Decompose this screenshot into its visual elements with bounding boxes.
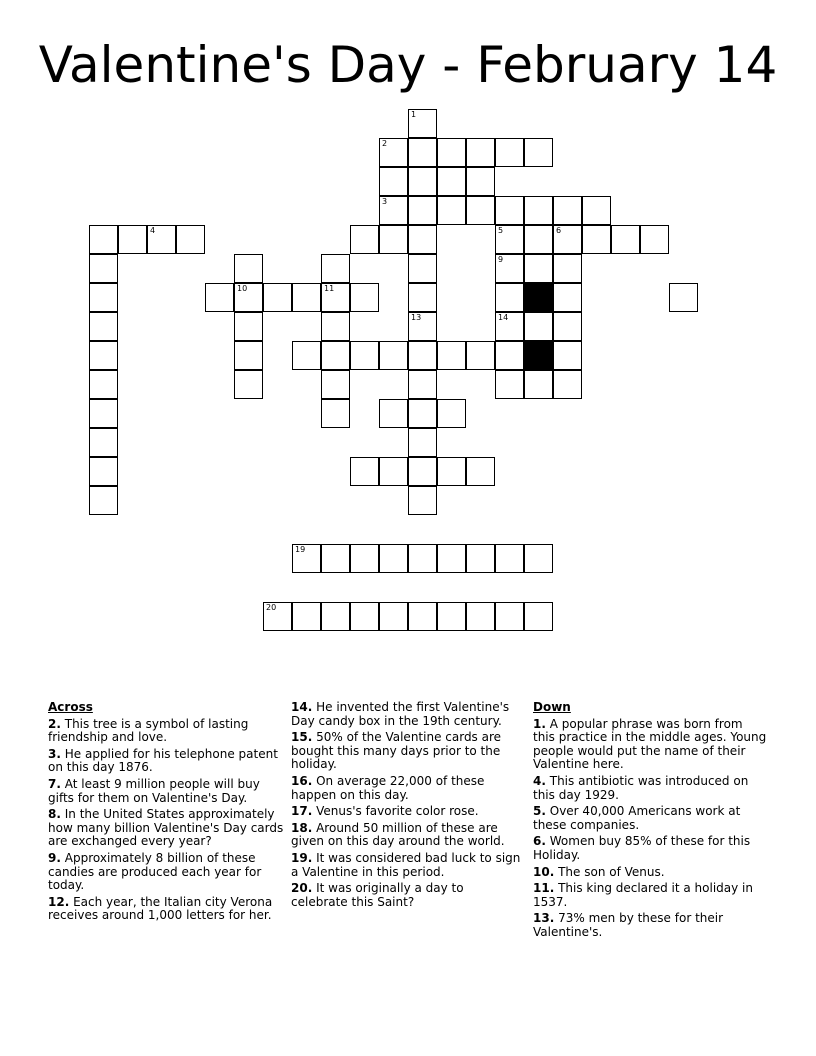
grid-cell[interactable] xyxy=(553,225,582,254)
grid-cell[interactable] xyxy=(408,225,437,254)
grid-cell[interactable] xyxy=(234,341,263,370)
grid-cell[interactable] xyxy=(495,544,524,573)
grid-cell[interactable] xyxy=(437,196,466,225)
clues-column-3 xyxy=(533,701,768,943)
grid-cell[interactable] xyxy=(524,312,553,341)
grid-cell[interactable] xyxy=(408,109,437,138)
grid-cell[interactable] xyxy=(408,486,437,515)
clue-across-3: 3. He applied for his telephone patent on this day 1876. xyxy=(48,746,278,775)
grid-cell[interactable] xyxy=(89,486,118,515)
grid-cell[interactable] xyxy=(408,138,437,167)
grid-cell[interactable] xyxy=(408,341,437,370)
grid-cell[interactable] xyxy=(524,225,553,254)
clue-number: 2 xyxy=(382,139,388,148)
grid-cell[interactable] xyxy=(524,254,553,283)
grid-cell[interactable] xyxy=(292,283,321,312)
clue-down-1: 1. A popular phrase was born from this practice in the middle ages. Young people would put the name of their Valentine here. xyxy=(533,716,767,772)
clue-across-12: 12. Each year, the Italian city Verona receives around 1,000 letters for her. xyxy=(48,894,273,923)
grid-cell[interactable] xyxy=(89,312,118,341)
grid-cell[interactable] xyxy=(350,602,379,631)
clue-number: 9 xyxy=(498,255,504,264)
grid-cell[interactable] xyxy=(321,370,350,399)
grid-cell[interactable] xyxy=(553,341,582,370)
grid-cell[interactable] xyxy=(466,167,495,196)
grid-cell[interactable] xyxy=(321,341,350,370)
grid-cell[interactable] xyxy=(582,225,611,254)
clue-down-4: 4. This antibiotic was introduced on this day 1929. xyxy=(533,773,749,802)
clue-across-17: 17. Venus's favorite color rose. xyxy=(291,804,479,819)
grid-cell[interactable] xyxy=(89,370,118,399)
grid-cell[interactable] xyxy=(408,602,437,631)
grid-cell[interactable] xyxy=(379,399,408,428)
clues-column-1 xyxy=(48,701,284,926)
grid-cell[interactable] xyxy=(437,544,466,573)
grid-cell[interactable] xyxy=(437,138,466,167)
grid-cell[interactable] xyxy=(408,312,437,341)
grid-cell[interactable] xyxy=(292,341,321,370)
clue-number: 19 xyxy=(295,545,306,554)
clue-number: 10 xyxy=(237,284,248,293)
grid-cell[interactable] xyxy=(89,428,118,457)
grid-cell[interactable] xyxy=(408,283,437,312)
grid-cell[interactable] xyxy=(495,341,524,370)
clue-across-20: 20. It was originally a day to celebrate this Saint? xyxy=(291,881,464,909)
clue-number: 13 xyxy=(411,313,422,322)
grid-cell[interactable] xyxy=(147,225,176,254)
clue-across-18: 18. Around 50 million of these are given on this day around the world. xyxy=(291,820,505,849)
clue-number: 20 xyxy=(266,603,277,612)
clue-down-11: 11. This king declared it a holiday in 1537. xyxy=(533,881,753,909)
grid-cell[interactable] xyxy=(466,602,495,631)
grid-cell[interactable] xyxy=(89,399,118,428)
clue-number: 14 xyxy=(498,313,509,322)
grid-cell[interactable] xyxy=(582,196,611,225)
grid-cell[interactable] xyxy=(379,196,408,225)
grid-cell[interactable] xyxy=(524,370,553,399)
grid-cell[interactable] xyxy=(408,457,437,486)
grid-cell[interactable] xyxy=(466,457,495,486)
grid-cell[interactable] xyxy=(350,283,379,312)
grid-cell[interactable] xyxy=(118,225,147,254)
grid-cell[interactable] xyxy=(379,138,408,167)
grid-cell[interactable] xyxy=(495,138,524,167)
grid-cell[interactable] xyxy=(321,254,350,283)
grid-cell-blocked xyxy=(524,283,553,312)
grid-cell[interactable] xyxy=(437,457,466,486)
grid-cell[interactable] xyxy=(553,196,582,225)
grid-cell[interactable] xyxy=(379,341,408,370)
grid-cell[interactable] xyxy=(524,138,553,167)
clue-number: 3 xyxy=(382,197,388,206)
clues-column-2 xyxy=(291,701,524,912)
grid-cell-blocked xyxy=(524,341,553,370)
grid-cell[interactable] xyxy=(437,602,466,631)
clue-across-16: 16. On average 22,000 of these happen on this day. xyxy=(291,773,485,802)
grid-cell[interactable] xyxy=(379,544,408,573)
clue-down-6: 6. Women buy 85% of these for this Holiday. xyxy=(533,834,751,862)
grid-cell[interactable] xyxy=(89,341,118,370)
grid-cell[interactable] xyxy=(89,283,118,312)
clue-number: 6 xyxy=(556,226,562,235)
grid-cell[interactable] xyxy=(379,457,408,486)
grid-cell[interactable] xyxy=(408,428,437,457)
grid-cell[interactable] xyxy=(437,399,466,428)
clue-number: 1 xyxy=(411,110,417,119)
clue-across-14: 14. He invented the first Valentine's Day candy box in the 19th century. xyxy=(291,700,510,728)
grid-cell[interactable] xyxy=(89,225,118,254)
grid-cell[interactable] xyxy=(495,225,524,254)
grid-cell[interactable] xyxy=(263,283,292,312)
grid-cell[interactable] xyxy=(495,254,524,283)
grid-cell[interactable] xyxy=(205,283,234,312)
grid-cell[interactable] xyxy=(321,544,350,573)
clue-across-2: 2. This tree is a symbol of lasting friendship and love. xyxy=(48,716,249,745)
grid-cell[interactable] xyxy=(495,196,524,225)
grid-cell[interactable] xyxy=(437,341,466,370)
grid-cell[interactable] xyxy=(234,254,263,283)
grid-cell[interactable] xyxy=(234,370,263,399)
grid-cell[interactable] xyxy=(89,457,118,486)
clue-number: 11 xyxy=(324,284,335,293)
down-heading: Down xyxy=(533,700,571,714)
grid-cell[interactable] xyxy=(234,312,263,341)
grid-cell[interactable] xyxy=(350,341,379,370)
grid-cell[interactable] xyxy=(321,602,350,631)
clue-across-15: 15. 50% of the Valentine cards are bought this many days prior to the holiday. xyxy=(291,730,502,772)
across-heading: Across xyxy=(48,700,93,714)
clue-across-19: 19. It was considered bad luck to sign a Valentine in this period. xyxy=(291,850,521,879)
grid-cell[interactable] xyxy=(379,225,408,254)
grid-cell[interactable] xyxy=(408,544,437,573)
grid-cell[interactable] xyxy=(495,312,524,341)
grid-cell[interactable] xyxy=(408,254,437,283)
grid-cell[interactable] xyxy=(495,283,524,312)
grid-cell[interactable] xyxy=(176,225,205,254)
grid-cell[interactable] xyxy=(640,225,669,254)
grid-cell[interactable] xyxy=(553,370,582,399)
grid-cell[interactable] xyxy=(263,602,292,631)
grid-cell[interactable] xyxy=(524,544,553,573)
clue-number: 4 xyxy=(150,226,156,235)
grid-cell[interactable] xyxy=(495,602,524,631)
grid-cell[interactable] xyxy=(321,283,350,312)
grid-cell[interactable] xyxy=(553,254,582,283)
clue-across-8: 8. In the United States approximately how many billion Valentine's Day cards are exchanged every year? xyxy=(48,807,284,849)
grid-cell[interactable] xyxy=(553,312,582,341)
grid-cell[interactable] xyxy=(466,138,495,167)
grid-cell[interactable] xyxy=(524,196,553,225)
clue-down-5: 5. Over 40,000 Americans work at these companies. xyxy=(533,804,741,832)
grid-cell[interactable] xyxy=(292,544,321,573)
grid-cell[interactable] xyxy=(553,283,582,312)
grid-cell[interactable] xyxy=(321,399,350,428)
clue-down-10: 10. The son of Venus. xyxy=(533,864,665,879)
grid-cell[interactable] xyxy=(437,167,466,196)
clue-number: 5 xyxy=(498,226,504,235)
grid-cell[interactable] xyxy=(611,225,640,254)
grid-cell[interactable] xyxy=(379,602,408,631)
grid-cell[interactable] xyxy=(379,167,408,196)
grid-cell[interactable] xyxy=(234,283,263,312)
grid-cell[interactable] xyxy=(524,602,553,631)
grid-cell[interactable] xyxy=(321,312,350,341)
grid-cell[interactable] xyxy=(408,196,437,225)
grid-cell[interactable] xyxy=(669,283,698,312)
grid-cell[interactable] xyxy=(350,225,379,254)
grid-cell[interactable] xyxy=(495,370,524,399)
grid-cell[interactable] xyxy=(408,167,437,196)
page-title: Valentine's Day - February 14 xyxy=(38,36,778,94)
grid-cell[interactable] xyxy=(466,341,495,370)
grid-cell[interactable] xyxy=(350,457,379,486)
grid-cell[interactable] xyxy=(408,370,437,399)
grid-cell[interactable] xyxy=(466,196,495,225)
clue-down-13: 13. 73% men by these for their Valentine's. xyxy=(533,911,724,939)
grid-cell[interactable] xyxy=(292,602,321,631)
clue-across-7: 7. At least 9 million people will buy gifts for them on Valentine's Day. xyxy=(48,776,260,805)
grid-cell[interactable] xyxy=(408,399,437,428)
grid-cell[interactable] xyxy=(466,544,495,573)
grid-cell[interactable] xyxy=(350,544,379,573)
grid-cell[interactable] xyxy=(89,254,118,283)
clue-across-9: 9. Approximately 8 billion of these candies are produced each year for today. xyxy=(48,850,262,893)
